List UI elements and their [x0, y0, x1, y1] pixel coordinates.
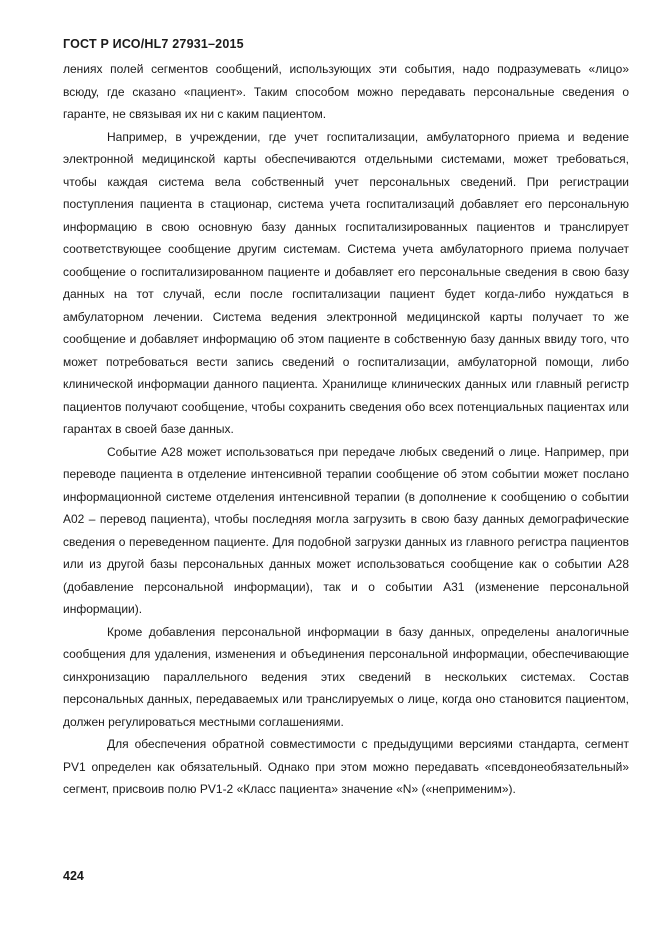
document-body: [63, 58, 629, 801]
paragraph-example-hospital: Например, в учреждении, где учет госпитализации, амбулаторного приема и ведение электронной медицинской карты обеспечиваются отдельными системами, может требоваться, чтобы каждая система вела собственный учет персональных сведений. При регистрации поступления пациента в стационар, система учета госпитализаций добавляет его персональную информацию в свою основную базу данных госпитализированных пациентов и транслирует соответствующее сообщение другим системам. Система учета амбулаторного приема получает сообщение о госпитализированном пациенте и добавляет его персональные сведения в свою базу данных на тот случай, если после госпитализации пациент будет когда-либо нуждаться в амбулаторном лечении. Система ведения электронной медицинской карты получает то же сообщение и добавляет информацию об этом пациенте в собственную базу данных ввиду того, что может потребоваться вести запись сведений о госпитализации, амбулаторной помощи, либо клинической информации данного пациента. Хранилище клинических данных или главный регистр пациентов получают сообщение, чтобы сохранить сведения обо всех потенциальных пациентах или гарантах в своей базе данных.: [63, 129, 629, 436]
document-header: ГОСТ Р ИСО/HL7 27931–2015: [63, 37, 244, 51]
paragraph-sync-messages: Кроме добавления персональной информации в базу данных, определены аналогичные сообщения для удаления, изменения и объединения персональной информации, обеспечивающие синхронизацию параллельного ведения этих сведений в нескольких системах. Состав персональных данных, передаваемых или транслируемых о лице, когда оно становится пациентом, должен регулироваться местными соглашениями.: [63, 624, 629, 729]
paragraph-continuation: лениях полей сегментов сообщений, использующих эти события, надо подразумевать «лицо» всюду, где сказано «пациент». Таким способом можно передавать персональные сведения о гаранте, не связывая их ни с каким пациентом.: [63, 62, 629, 121]
page-number: 424: [63, 869, 84, 883]
paragraph-backward-compat: Для обеспечения обратной совместимости с предыдущими версиями стандарта, сегмент PV1 определен как обязательный. Однако при этом можно передавать «псевдонеобязательный» сегмент, присвоив полю PV1-2 «Класс пациента» значение «N» («неприменим»).: [63, 737, 629, 796]
paragraph-event-a28: Событие А28 может использоваться при передаче любых сведений о лице. Например, при переводе пациента в отделение интенсивной терапии сообщение об этом событии может послано информационной системе отделения интенсивной терапии (в дополнение к сообщению о событии А02 – перевод пациента), чтобы последняя могла загрузить в свою базу данных демографические сведения о переведенном пациенте. Для подобной загрузки данных из главного регистра пациентов или из другой базы персональных данных может использоваться сообщение как о событии А28 (добавление персональной информации), так и о событии А31 (изменение персональной информации).: [63, 444, 629, 616]
